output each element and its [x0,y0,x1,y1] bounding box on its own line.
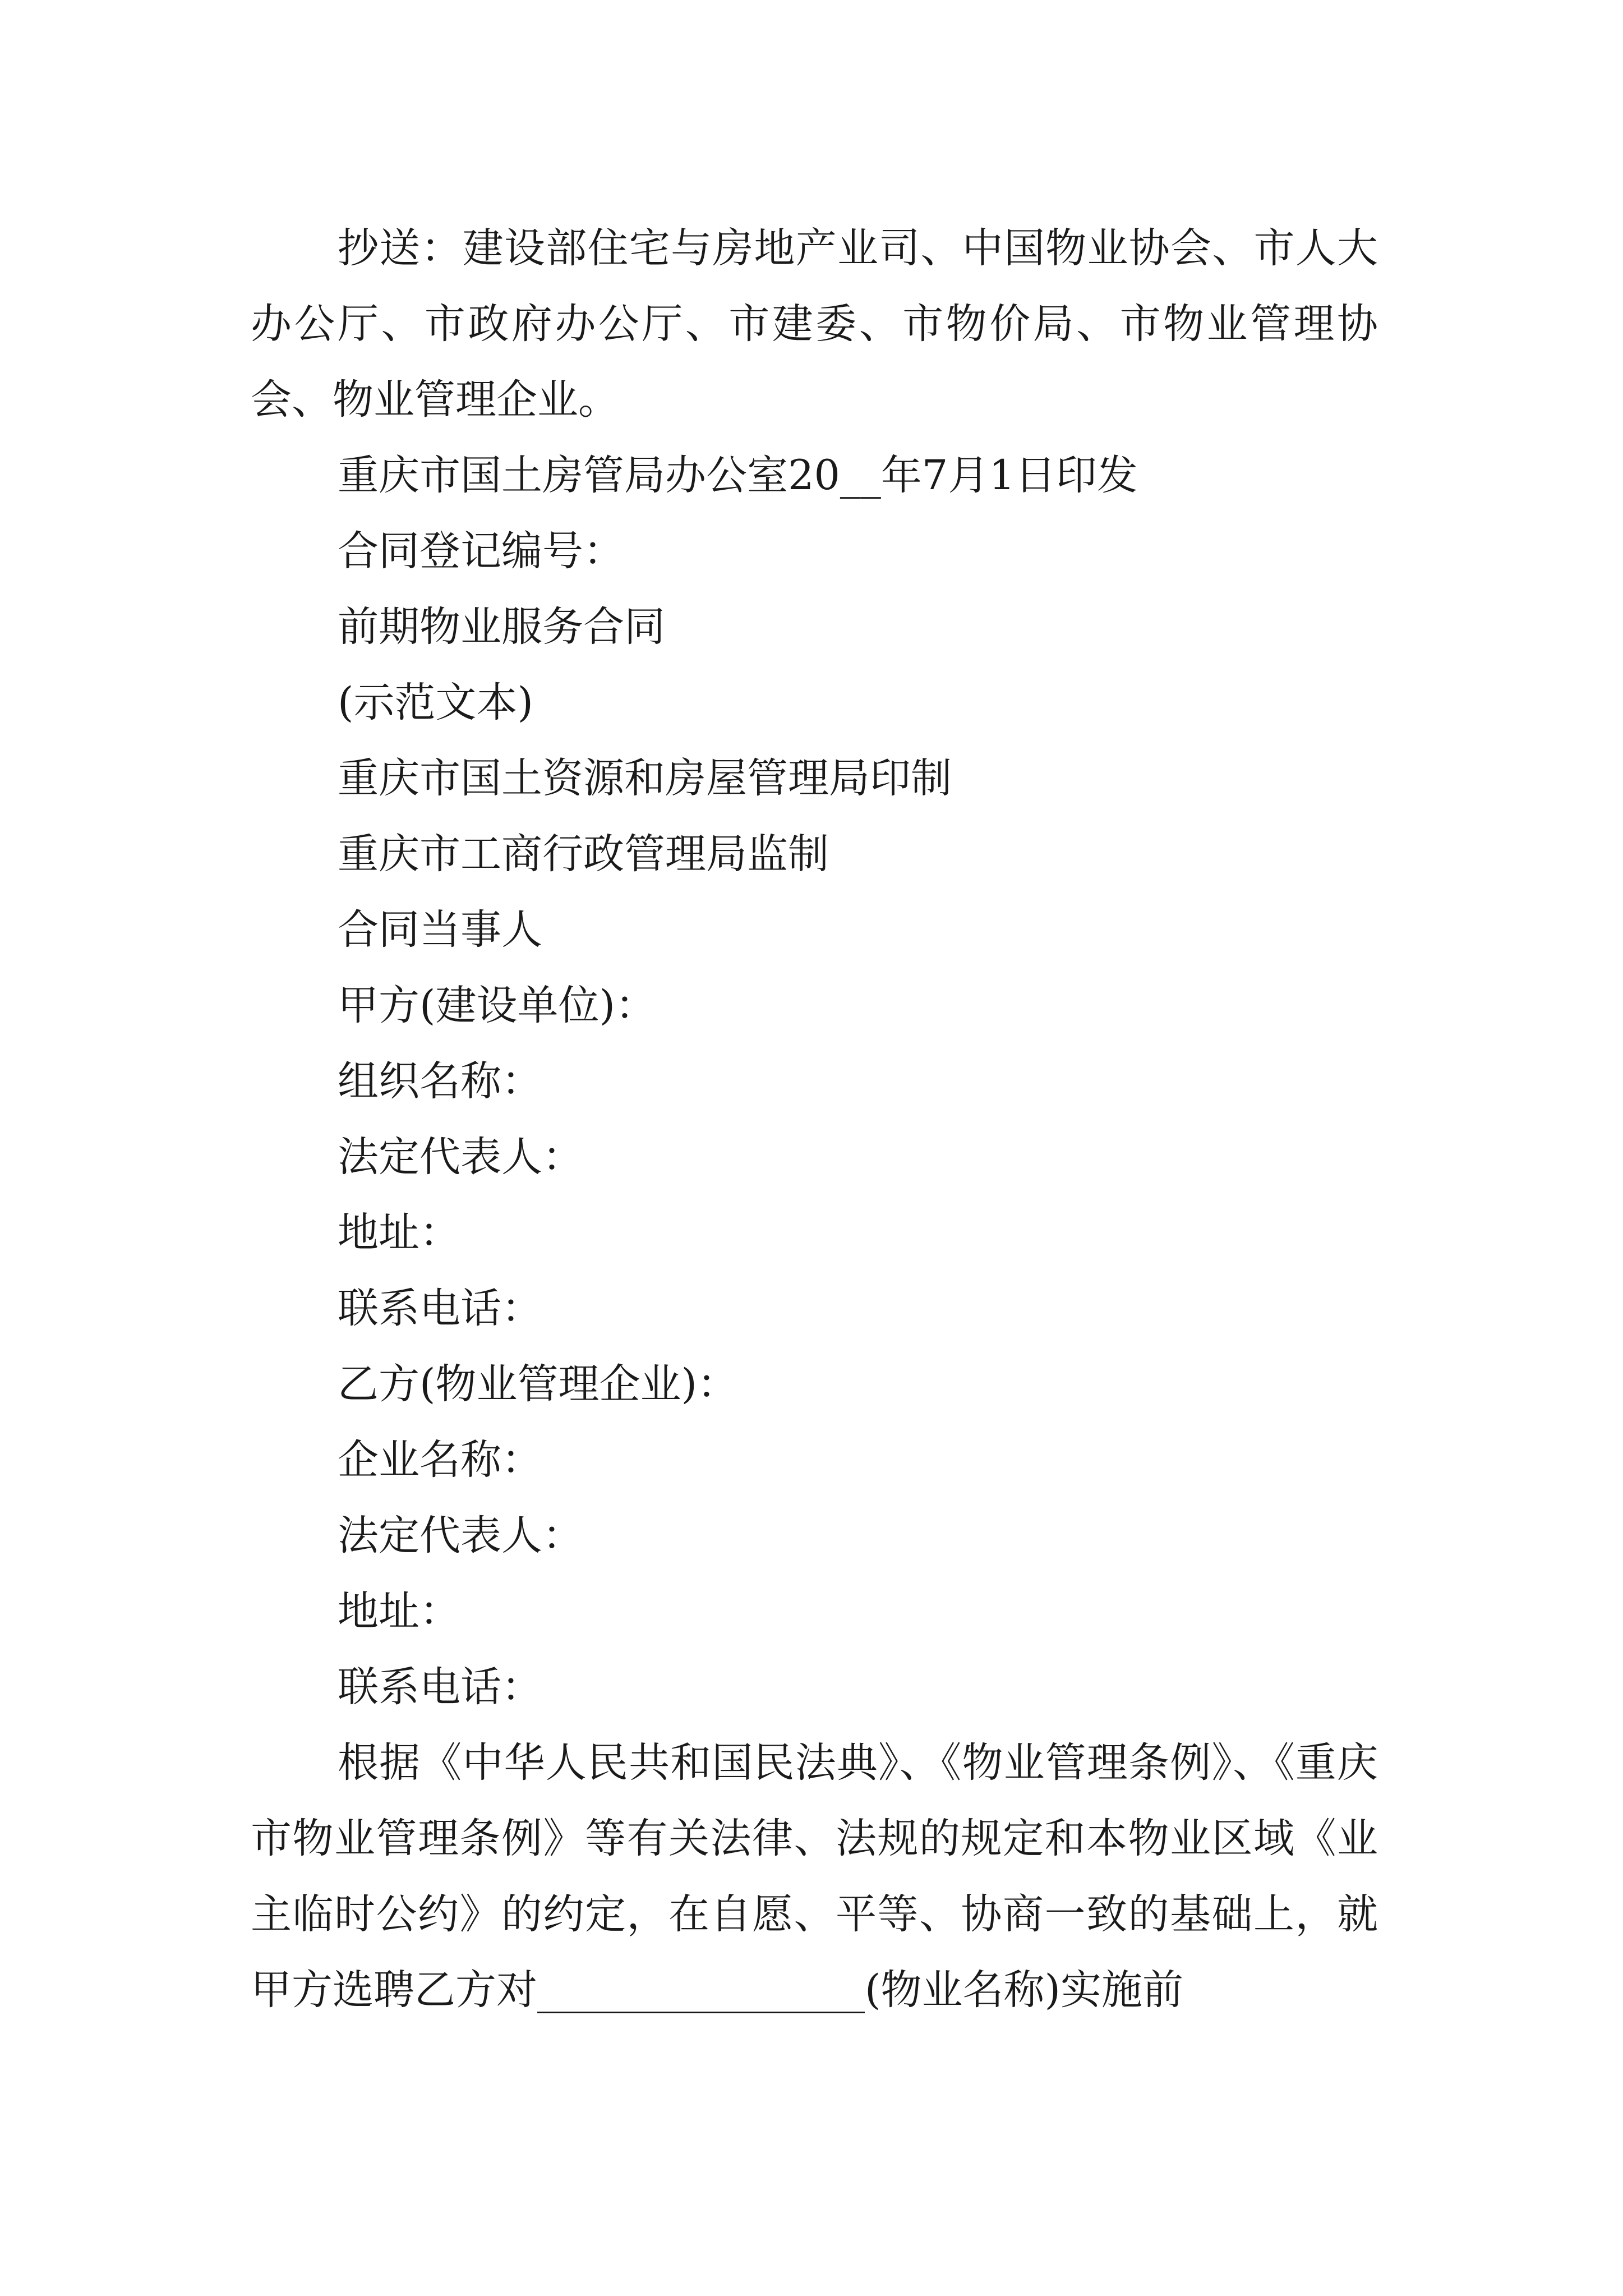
party-b-address-label: 地址： [338,1588,460,1635]
printed-by-line: 重庆市国土资源和房屋管理局印制 [338,754,952,802]
issuer-line: 重庆市国土房管局办公室20__年7月1日印发 [338,452,1138,499]
party-a-representative-label: 法定代表人： [338,1133,583,1181]
party-b-name-label: 企业名称： [338,1436,542,1484]
party-a-heading: 甲方(建设单位)： [338,982,656,1029]
party-b-representative-label: 法定代表人： [338,1512,583,1559]
legal-basis-paragraph: 根据《中华人民共和国民法典》、《物业管理条例》、《重庆市物业管理条例》等有关法律、法规的规定和本物业区域《业主临时公约》的约定，在自愿、平等、协商一致的基础上，就甲方选聘乙方对________________(物业名称)实施前 [251,1739,1378,2014]
contract-registration-number-label: 合同登记编号： [338,527,624,575]
party-b-phone-label: 联系电话： [338,1663,542,1711]
party-b-heading: 乙方(物业管理企业)： [338,1360,738,1408]
document-body [251,210,1378,2028]
model-text-note: (示范文本) [338,679,533,726]
party-a-name-label: 组织名称： [338,1057,542,1105]
contract-title: 前期物业服务合同 [338,603,665,651]
party-a-address-label: 地址： [338,1209,460,1257]
cc-paragraph: 抄送：建设部住宅与房地产业司、中国物业协会、市人大办公厅、市政府办公厅、市建委、市物价局、市物业管理协会、物业管理企业。 [251,224,1378,424]
party-a-phone-label: 联系电话： [338,1285,542,1332]
supervised-by-line: 重庆市工商行政管理局监制 [338,830,829,878]
parties-heading: 合同当事人 [338,906,542,954]
